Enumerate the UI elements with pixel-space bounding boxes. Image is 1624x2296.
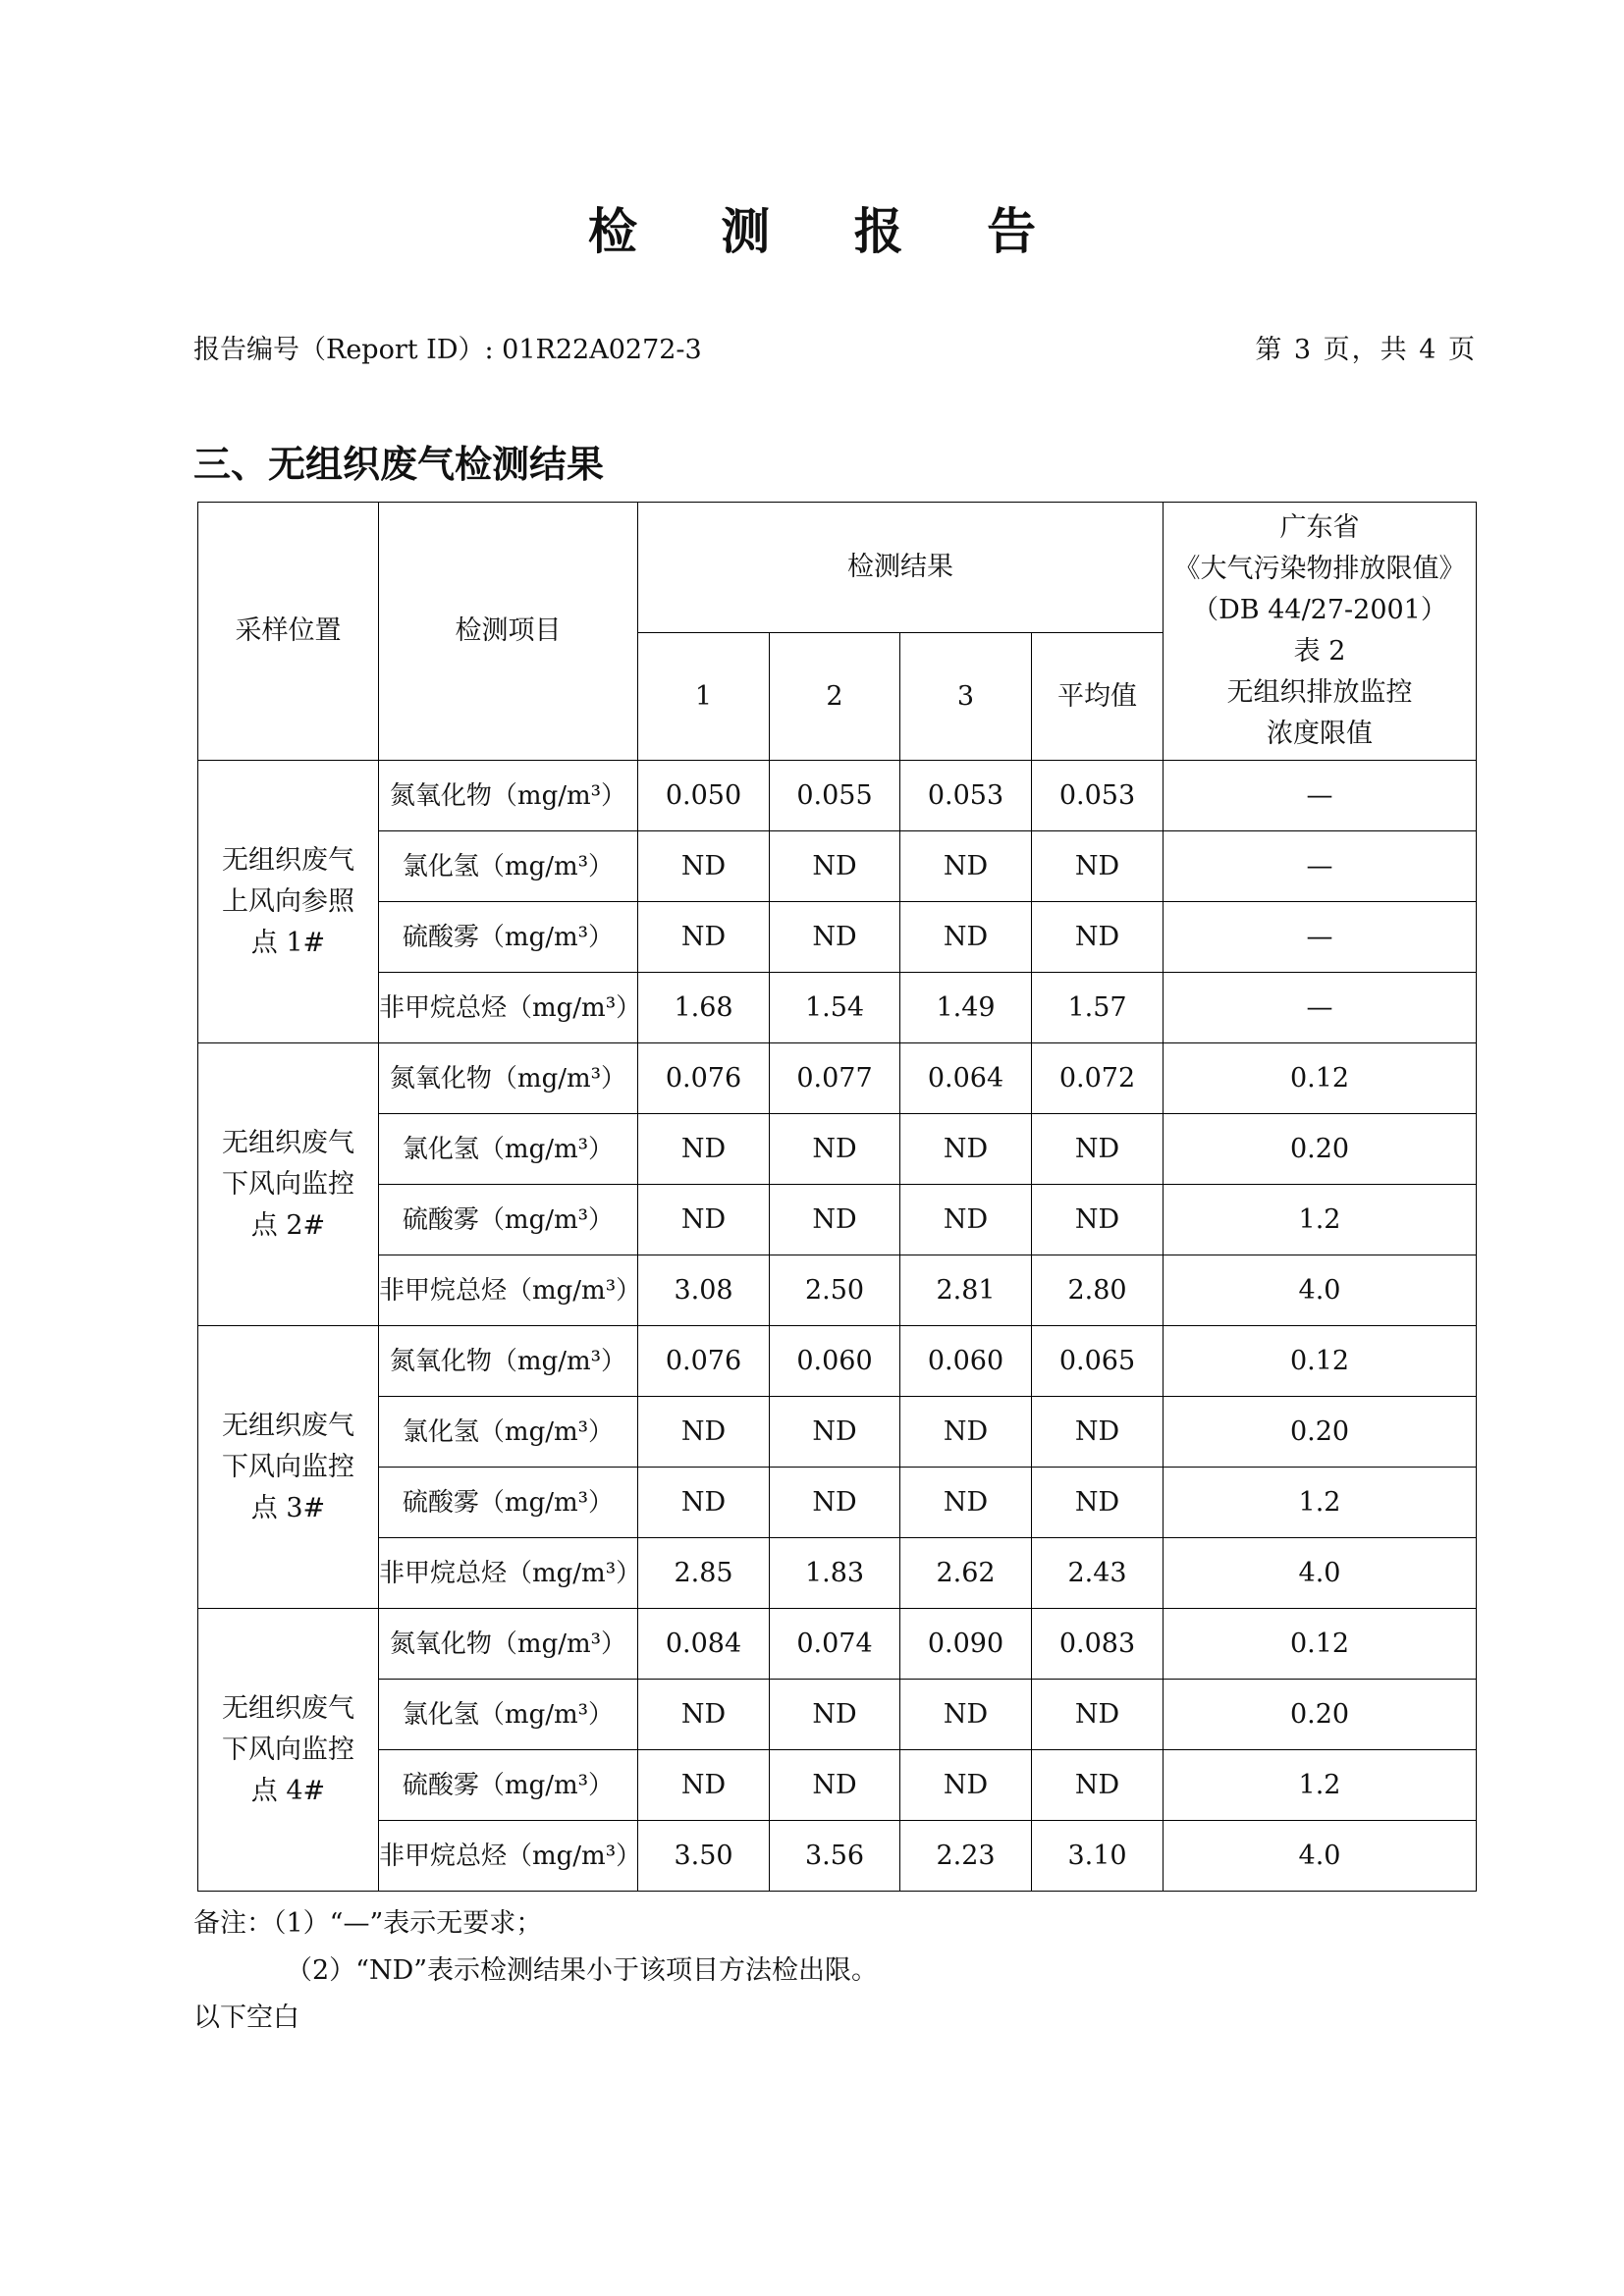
item-cell: 氯化氢（mg/m³） (379, 1680, 638, 1750)
result-2-cell: 0.074 (770, 1609, 900, 1680)
result-1-cell: ND (638, 1185, 770, 1255)
page-number: 第 3 页，共 4 页 (1255, 335, 1477, 365)
result-1-cell: ND (638, 1114, 770, 1185)
location-line: 点 3# (250, 1492, 326, 1523)
location-line: 点 2# (250, 1209, 326, 1241)
table-row (198, 1114, 1477, 1185)
header-sub-3: 3 (900, 633, 1032, 761)
average-cell: 0.053 (1032, 761, 1164, 831)
item-cell: 氮氧化物（mg/m³） (379, 1043, 638, 1114)
limit-cell: 0.20 (1164, 1397, 1477, 1468)
location-line: 下风向监控 (222, 1734, 354, 1765)
table-row (198, 761, 1477, 831)
result-2-cell: ND (770, 1397, 900, 1468)
average-cell: ND (1032, 1397, 1164, 1468)
result-1-cell: 3.08 (638, 1255, 770, 1326)
average-cell: 0.072 (1032, 1043, 1164, 1114)
header-limit-line: 《大气污染物排放限值》 (1173, 554, 1466, 584)
location-cell (198, 1043, 379, 1326)
limit-cell: 1.2 (1164, 1468, 1477, 1538)
table-row (198, 1397, 1477, 1468)
result-1-cell: 0.084 (638, 1609, 770, 1680)
average-cell: 2.80 (1032, 1255, 1164, 1326)
item-cell: 氮氧化物（mg/m³） (379, 761, 638, 831)
average-cell: ND (1032, 1680, 1164, 1750)
location-line: 无组织废气 (222, 1127, 354, 1158)
limit-cell: 0.20 (1164, 1680, 1477, 1750)
limit-cell: 4.0 (1164, 1255, 1477, 1326)
location-line: 无组织废气 (222, 1692, 354, 1724)
average-cell: ND (1032, 902, 1164, 973)
header-item: 检测项目 (379, 503, 638, 761)
result-3-cell: 1.49 (900, 973, 1032, 1043)
result-2-cell: ND (770, 1750, 900, 1821)
result-3-cell: ND (900, 1185, 1032, 1255)
item-cell: 非甲烷总烃（mg/m³） (379, 973, 638, 1043)
note-line-3: 以下空白 (193, 2002, 299, 2033)
result-3-cell: 0.053 (900, 761, 1032, 831)
limit-cell: 0.12 (1164, 1609, 1477, 1680)
header-results: 检测结果 (638, 503, 1164, 633)
item-cell: 氯化氢（mg/m³） (379, 1397, 638, 1468)
header-limit (1164, 503, 1477, 761)
result-3-cell: 0.060 (900, 1326, 1032, 1397)
result-2-cell: 1.54 (770, 973, 900, 1043)
item-cell: 硫酸雾（mg/m³） (379, 1468, 638, 1538)
result-1-cell: 0.076 (638, 1326, 770, 1397)
item-cell: 氯化氢（mg/m³） (379, 831, 638, 902)
result-2-cell: ND (770, 1680, 900, 1750)
table-row (198, 1750, 1477, 1821)
table-row (198, 902, 1477, 973)
section-title: 三、无组织废气检测结果 (193, 443, 605, 486)
item-cell: 非甲烷总烃（mg/m³） (379, 1255, 638, 1326)
limit-cell: 0.20 (1164, 1114, 1477, 1185)
item-cell: 硫酸雾（mg/m³） (379, 902, 638, 973)
location-line: 无组织废气 (222, 844, 354, 876)
result-3-cell: ND (900, 1468, 1032, 1538)
notes (193, 1900, 878, 2042)
result-1-cell: 2.85 (638, 1538, 770, 1609)
results-table (197, 502, 1477, 1892)
result-3-cell: ND (900, 1680, 1032, 1750)
result-1-cell: ND (638, 902, 770, 973)
result-3-cell: ND (900, 1397, 1032, 1468)
header-limit-line: （DB 44/27-2001） (1192, 595, 1447, 625)
limit-cell: 1.2 (1164, 1750, 1477, 1821)
note-line-2: （2）“ND”表示检测结果小于该项目方法检出限。 (286, 1955, 879, 1986)
table-row (198, 1468, 1477, 1538)
item-cell: 氮氧化物（mg/m³） (379, 1326, 638, 1397)
limit-cell: — (1164, 902, 1477, 973)
location-cell (198, 1609, 379, 1892)
limit-cell: 4.0 (1164, 1821, 1477, 1892)
average-cell: ND (1032, 1468, 1164, 1538)
result-1-cell: 1.68 (638, 973, 770, 1043)
average-cell: 0.083 (1032, 1609, 1164, 1680)
average-cell: ND (1032, 831, 1164, 902)
result-3-cell: 2.23 (900, 1821, 1032, 1892)
average-cell: 0.065 (1032, 1326, 1164, 1397)
average-cell: ND (1032, 1114, 1164, 1185)
result-1-cell: ND (638, 831, 770, 902)
item-cell: 氮氧化物（mg/m³） (379, 1609, 638, 1680)
result-2-cell: 3.56 (770, 1821, 900, 1892)
result-1-cell: ND (638, 1680, 770, 1750)
average-cell: 3.10 (1032, 1821, 1164, 1892)
result-2-cell: 0.055 (770, 761, 900, 831)
location-line: 下风向监控 (222, 1451, 354, 1482)
table-row (198, 1185, 1477, 1255)
limit-cell: — (1164, 761, 1477, 831)
limit-cell: — (1164, 831, 1477, 902)
average-cell: 2.43 (1032, 1538, 1164, 1609)
item-cell: 硫酸雾（mg/m³） (379, 1750, 638, 1821)
result-1-cell: ND (638, 1750, 770, 1821)
limit-cell: 1.2 (1164, 1185, 1477, 1255)
header-limit-line: 浓度限值 (1267, 719, 1373, 749)
limit-cell: — (1164, 973, 1477, 1043)
item-cell: 非甲烷总烃（mg/m³） (379, 1821, 638, 1892)
result-3-cell: ND (900, 902, 1032, 973)
result-2-cell: 0.060 (770, 1326, 900, 1397)
location-line: 上风向参照 (222, 885, 354, 917)
note-line-1: 备注：（1）“—”表示无要求； (193, 1908, 543, 1939)
result-1-cell: ND (638, 1468, 770, 1538)
result-2-cell: ND (770, 1114, 900, 1185)
result-1-cell: ND (638, 1397, 770, 1468)
report-title: 检 测 报 告 (587, 203, 1070, 260)
header-limit-line: 广东省 (1279, 512, 1360, 543)
header-limit-line: 表 2 (1293, 636, 1346, 667)
result-3-cell: ND (900, 1114, 1032, 1185)
header-sub-average: 平均值 (1032, 633, 1164, 761)
table-row (198, 1821, 1477, 1892)
result-3-cell: ND (900, 1750, 1032, 1821)
item-cell: 硫酸雾（mg/m³） (379, 1185, 638, 1255)
table-row (198, 1043, 1477, 1114)
header-sub-2: 2 (770, 633, 900, 761)
location-cell (198, 1326, 379, 1609)
result-2-cell: ND (770, 1468, 900, 1538)
table-row (198, 1326, 1477, 1397)
average-cell: ND (1032, 1185, 1164, 1255)
location-line: 点 4# (250, 1775, 326, 1806)
table-row (198, 1255, 1477, 1326)
result-3-cell: 2.81 (900, 1255, 1032, 1326)
average-cell: 1.57 (1032, 973, 1164, 1043)
location-line: 无组织废气 (222, 1410, 354, 1441)
average-cell: ND (1032, 1750, 1164, 1821)
table-row (198, 1609, 1477, 1680)
result-1-cell: 3.50 (638, 1821, 770, 1892)
result-2-cell: ND (770, 831, 900, 902)
result-3-cell: 2.62 (900, 1538, 1032, 1609)
table-row (198, 973, 1477, 1043)
result-2-cell: ND (770, 1185, 900, 1255)
item-cell: 非甲烷总烃（mg/m³） (379, 1538, 638, 1609)
location-line: 点 1# (250, 927, 326, 958)
limit-cell: 0.12 (1164, 1043, 1477, 1114)
table-row (198, 1538, 1477, 1609)
limit-cell: 4.0 (1164, 1538, 1477, 1609)
header-sub-1: 1 (638, 633, 770, 761)
result-2-cell: 1.83 (770, 1538, 900, 1609)
header-location: 采样位置 (198, 503, 379, 761)
limit-cell: 0.12 (1164, 1326, 1477, 1397)
location-line: 下风向监控 (222, 1168, 354, 1200)
table-row (198, 831, 1477, 902)
report-id: 报告编号（Report ID）: 01R22A0272-3 (193, 335, 702, 365)
result-2-cell: ND (770, 902, 900, 973)
table-row (198, 1680, 1477, 1750)
result-3-cell: 0.064 (900, 1043, 1032, 1114)
result-2-cell: 0.077 (770, 1043, 900, 1114)
result-2-cell: 2.50 (770, 1255, 900, 1326)
result-3-cell: ND (900, 831, 1032, 902)
location-cell (198, 761, 379, 1043)
result-1-cell: 0.050 (638, 761, 770, 831)
item-cell: 氯化氢（mg/m³） (379, 1114, 638, 1185)
header-limit-line: 无组织排放监控 (1226, 677, 1413, 708)
result-3-cell: 0.090 (900, 1609, 1032, 1680)
result-1-cell: 0.076 (638, 1043, 770, 1114)
